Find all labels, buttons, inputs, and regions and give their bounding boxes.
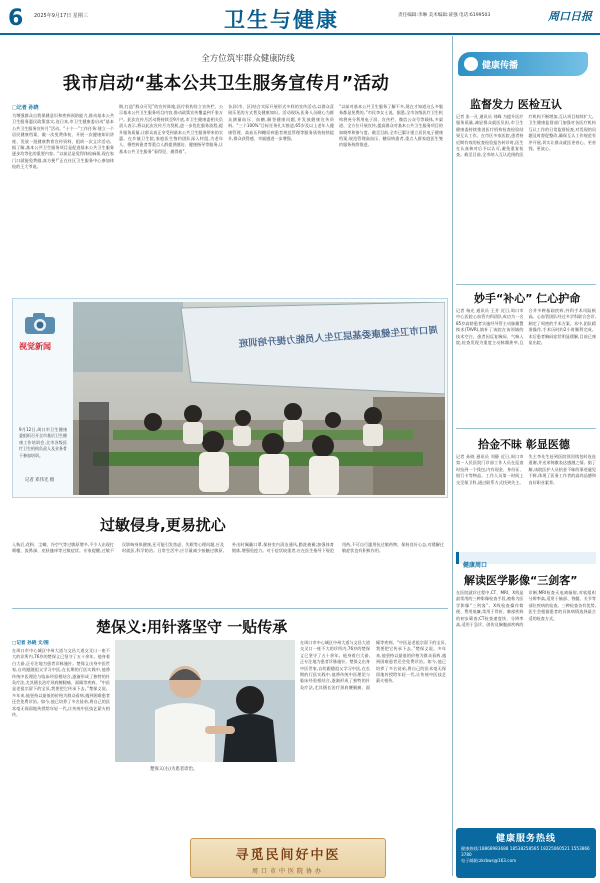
- story3-photo-caption: 楚保义(右)为患者诊治。: [150, 767, 198, 772]
- lead-column-1: 为增强群众自我保健意识和疾病预防能力,推动基本公共卫生服务惠民政策落实,连日来,市卫生健康委启动“基本公共卫生服务宣传月”活动。“十个一”工作任务:建立一个居民健康档案、做一次免费体检、开展一次健康知识讲座、发放一批健康教育宣传资料、组织一次义诊活动。据了解,基本公共卫生服务项目是促进基本公共卫生服务逐步均等化的重要内容。“以前总是觉得体检麻烦,现在家门口就能免费做,真方便!”正在社区卫生服务中心参加体检的王大爷说。: [12, 113, 114, 170]
- projector-screen-text: 周口市卫生健康委基层卫生人员能力提升培训班: [238, 324, 439, 350]
- health-spread-badge: [458, 52, 588, 76]
- hotline-title: 健康服务热线: [495, 834, 556, 844]
- photo-block: [12, 298, 448, 498]
- sidebar-text-3: 记者 孙晓 通讯员 刘静 近日,周口市第一人民医院门诊部工作人员在巡查时捡到一个钱包,内有现金、身份证、银行卡等物品。工作人员第一时间上交至保卫科,通过联系方式找到失主。失主李先生赶到医院领回钱包时连连道谢,并送来锦旗表达感激之情。据了解,该院医护人员拾金不昧的事迹屡见不鲜,体现了医务工作者的高尚品德和良好职业素养。: [456, 454, 596, 485]
- sidebar-title-3: 拾金不昧 彰显医德: [478, 438, 570, 451]
- story2-rule: [12, 608, 448, 609]
- camera-icon: [23, 311, 57, 335]
- story3-photo: [115, 640, 295, 762]
- lead-kicker: 全方位筑牢群众健康防线: [201, 54, 295, 64]
- story3-byline: □记者 孙晓 文/图: [12, 641, 49, 646]
- page-number: 6: [8, 6, 24, 31]
- health-badge-label: 健康传播: [482, 61, 519, 71]
- tcm-banner-title: 寻觅民间好中医: [235, 848, 341, 863]
- sidebar-title-1: 监督发力 医检互认: [470, 98, 562, 111]
- section-title: 卫生与健康: [224, 7, 339, 32]
- lead-headline: 我市启动“基本公共卫生服务宣传月”活动: [62, 74, 390, 94]
- sidebar-title-4: 解读医学影像“三剑客”: [464, 574, 578, 587]
- sidebar-title-2: 妙手“补心” 仁心护命: [474, 292, 581, 305]
- story3-text-right: 在周口市中心城区中州大道与文昌大道交叉口一座不大的诊所内,76岁的楚保义已坚守了五十余年。他身着白大褂,正专注地为患者诊脉施针。楚保义出身中医世家,自幼跟随祖父学习中医,在长期的行医实践中,他将传统中医理论与临床经验相结合,逐渐形成了独特的针灸疗法,尤其擅长治疗颈肩腰腿痛、面瘫等疾病。“中医是老祖宗留下的宝贝,我要把它传承下去。”楚保义说。多年来,他坚持以最低的价格为群众看病,遇到困难患者还会免费诊治。如今,他已培养了多名徒弟,将自己的医术毫无保留地传授给年轻一代,让传统中医技艺薪火相传。: [300, 640, 446, 690]
- story2-headline: 过敏侵身,更易扰心: [100, 516, 226, 534]
- newspaper-logo: 周口日报: [548, 10, 592, 23]
- story3-headline: 楚保义:用针落坚守 一贴传承: [96, 618, 288, 636]
- health-hotline-box: [456, 828, 596, 878]
- lead-column-4: “以前对基本公共卫生服务了解不多,现在才知道这么多服务都是免费的。”市民李女士说。据悉,全市各级医疗卫生机构将充分利用电子屏、宣传栏、微信公众号等载体,多渠道、全方位开展宣传,提高群众对基本公共卫生服务项目的知晓率和参与度。截至目前,全市已累计建立居民电子健康档案,规范管理高血压、糖尿病患者,重点人群家庭医生签约服务持续推进。: [339, 104, 443, 148]
- sidebar-text-4: 在医院就诊过程中,CT、MRI、X线是最常用的三种影像检查手段,被称为医学影像“三剑客”。X线检查操作简便、费用低廉,常用于骨折、肺部疾病的初步筛查;CT检查速度快、分辨率高,适用于急诊、创伤及胸腹部疾病的诊断;MRI检查无电离辐射,对软组织分辨率高,适用于脑部、脊髓、关节等部位疾病的检查。三种检查各有优势,医生会根据患者的具体病情选择最合适的检查方式。: [456, 590, 596, 628]
- hotline-email: 电子邮箱:zkrbws@163.com: [461, 858, 517, 863]
- lead-column-3: 各县(市、区)结合实际开展形式多样的宣传活动,以群众喜闻乐见的方式普及健康知识。活动现场,医务人员耐心为群众测量血压、血糖,解答健康问题,并发放健康宣传资料。“三个100%”目标任务扎实推进,65岁及以上老年人健康管理、高血压和糖尿病患者规范管理等服务质效持续提升,群众获得感、幸福感进一步增强。: [228, 104, 334, 142]
- hotline-numbers: 健康热线:18868983688 18538258565 18225060521 15538663780: [461, 846, 590, 857]
- health-badge-icon: [464, 57, 478, 71]
- editor-credits: 责任编辑:李琳 美术编辑:聂强 电话:6199503: [398, 13, 491, 18]
- photo-caption: 9月12日,周口市卫生健康委组织召开全市基层卫生健康工作培训会,全市各级医疗卫生机构负责人及业务骨干参加培训。: [19, 427, 67, 458]
- photo-credit: 记者 邓伟光 摄: [25, 478, 55, 483]
- column-tag-label: 健康周口: [463, 562, 488, 569]
- sidebar-rule-2: [456, 428, 596, 429]
- sidebar-text-1: 记者 张一凡 通讯员 刘峰 为提升医疗服务质量,减轻群众就医负担,市卫生健康委持续推进医疗机构检查检验结果互认工作。在市区多家医院,患者持近期有效的检查检验报告转诊时,医生在认真核对后予以认可,避免重复检查。截至目前,全市纳入互认范围的医疗机构不断增加,互认项目持续扩大。卫生健康监督部门加强对各医疗机构互认工作的日常监督检查,对发现的问题及时督促整改,确保互认工作规范有序开展,切实让群众就医更省心、更省钱、更放心。: [456, 114, 596, 158]
- masthead-rule: [0, 33, 600, 35]
- photo-section-tag: 视觉新闻: [19, 342, 51, 351]
- tcm-column-banner: [190, 838, 386, 878]
- tcm-banner-subtitle: 周口市中医院协办: [251, 868, 324, 875]
- column-tag: [456, 552, 596, 569]
- sidebar-text-2: 记者 杨光 通讯员 王芳 近日,周口市中心医院心血管内科团队成功为一名85岁高龄患者实施经导管主动脉瓣置换术(TAVR),填补了该院在该领域的技术空白。患者因反复胸闷、气喘入院,检查发现为重度主动脉瓣狭窄,且合并多种基础疾病,外科手术风险极高。心血管团队经过多学科联合会诊,制定了周密的手术方案。术中,团队精准操作,手术历时约2小时顺利完成。术后患者胸闷症状明显缓解,目前已康复出院。: [456, 308, 596, 346]
- issue-date: 2025年9月17日 星期三: [34, 13, 88, 19]
- sidebar-divider: [452, 36, 453, 876]
- sidebar-rule-1: [456, 284, 596, 285]
- story3-text-left: 在周口市中心城区中州大道与文昌大道交叉口一座不大的诊所内,76岁的楚保义已坚守了五十余年。他身着白大褂,正专注地为患者诊脉施针。楚保义出身中医世家,自幼跟随祖父学习中医,在长期的行医实践中,他将传统中医理论与临床经验相结合,逐渐形成了独特的针灸疗法,尤其擅长治疗颈肩腰腿痛、面瘫等疾病。“中医是老祖宗留下的宝贝,我要把它传承下去。”楚保义说。多年来,他坚持以最低的价格为群众看病,遇到困难患者还会免费诊治。如今,他已培养了多名徒弟,将自己的医术毫无保留地传授给年轻一代,让传统中医技艺薪火相传。: [12, 648, 110, 718]
- training-session-photo: [73, 302, 445, 495]
- lead-column-2: 期,打造“群众可见”的宣传阵地;医疗机构设立宣传栏、公示基本公共卫生服务项目内容,推动政策宣传覆盖到千家万户。此次宣传月活动将持续至9月底,市卫生健康委相关负责人表示,将以此次宣传月为契机,进一步优化服务流程,提升服务质量,让群众真正享受到基本公共卫生服务带来的实惠。在乡镇卫生院,家庭医生签约团队深入村组,为老年人、慢性病患者等重点人群提供随访、健康指导等服务,让基本公共卫生服务“看得见、摸得着”。: [119, 104, 223, 154]
- lead-byline: □记者 孙晓: [12, 105, 39, 111]
- story2-text: 入秋后,花粉、尘螨、冷空气等过敏原增多,不少人出现打喷嚏、流鼻涕、皮肤瘙痒等过敏症状。专家提醒,过敏不仅影响身体健康,还可能引发焦虑、失眠等心理问题,应及时就医,科学防治。日常生活中,应尽量减少接触过敏原,外出时佩戴口罩,保持室内清洁通风,勤洗被褥;加强体育锻炼,增强免疫力。对于症状较重者,应在医生指导下规范用药,不可自行滥用抗过敏药物。保持良好心态,对缓解过敏症状也有积极作用。: [12, 542, 444, 554]
